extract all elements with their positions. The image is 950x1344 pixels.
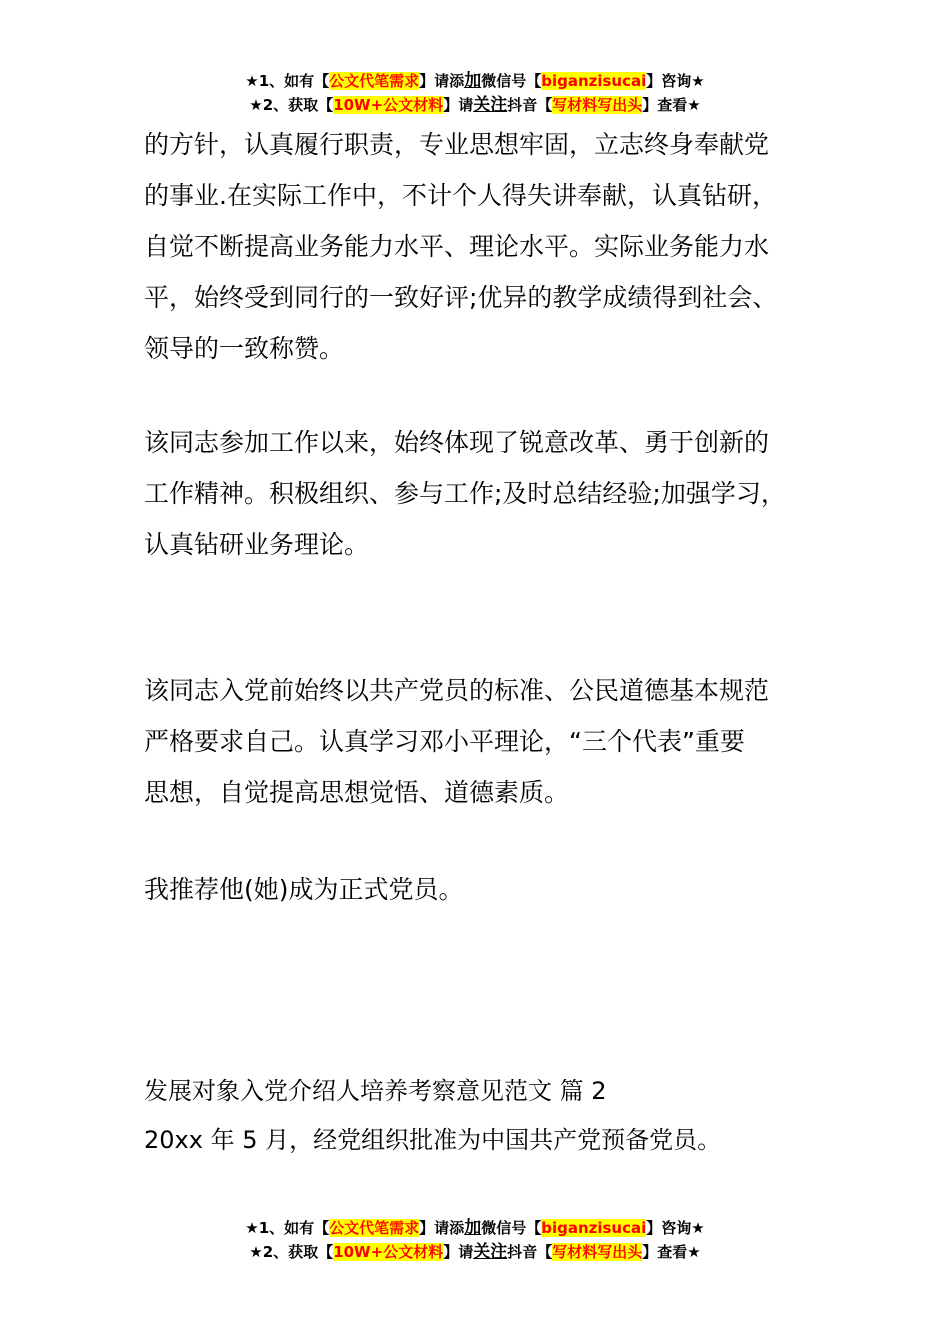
paragraph-line: 严格要求自己。认真学习邓小平理论，“三个代表”重要 — [144, 727, 745, 756]
banner-2-mid2: 抖音【 — [507, 1243, 553, 1261]
banner-1-highlight-service: 公文代笔需求 — [329, 72, 420, 90]
paragraph-line: 自觉不断提高业务能力水平、理论水平。实际业务能力水 — [144, 232, 770, 261]
banner-1-mid1: 】请添 — [419, 72, 465, 90]
banner-2-prefix: ★2、获取【 — [249, 1243, 334, 1261]
banner-2-mid1: 】请 — [443, 96, 474, 114]
section-first-line: 20xx 年 5 月，经党组织批准为中国共产党预备党员。 — [144, 1126, 722, 1154]
footer-banner — [0, 1216, 950, 1264]
banner-2-highlight-materials: 10W+公文材料 — [333, 1243, 444, 1261]
banner-1-emphasis: 加 — [464, 71, 482, 91]
paragraph-1 — [144, 119, 814, 374]
paragraph-2 — [144, 417, 814, 570]
paragraph-3 — [144, 665, 814, 818]
paragraph-line: 的方针，认真履行职责，专业思想牢固，立志终身奉献党 — [144, 130, 770, 159]
banner-2-suffix: 】查看★ — [642, 1243, 701, 1261]
banner-2-suffix: 】查看★ — [642, 96, 701, 114]
section-title: 发展对象入党介绍人培养考察意见范文 篇 2 — [144, 1077, 607, 1105]
banner-1-suffix: 】咨询★ — [646, 1219, 705, 1237]
banner-2-highlight-materials: 10W+公文材料 — [333, 96, 444, 114]
paragraph-line: 该同志参加工作以来，始终体现了锐意改革、勇于创新的 — [144, 428, 770, 457]
paragraph-line: 领导的一致称赞。 — [144, 334, 345, 363]
banner-1-mid1: 】请添 — [419, 1219, 465, 1237]
banner-line-2 — [0, 93, 950, 117]
paragraph-line: 思想，自觉提高思想觉悟、道德素质。 — [144, 778, 570, 807]
paragraph-line: 认真钻研业务理论。 — [144, 530, 370, 559]
banner-2-emphasis: 关注 — [473, 95, 508, 115]
paragraph-4 — [144, 864, 814, 915]
banner-1-mid2: 微信号【 — [481, 1219, 542, 1237]
banner-2-prefix: ★2、获取【 — [249, 96, 334, 114]
header-banner — [0, 69, 950, 117]
paragraph-line: 该同志入党前始终以共产党员的标准、公民道德基本规范 — [144, 676, 770, 705]
banner-1-prefix: ★1、如有【 — [245, 1219, 330, 1237]
banner-line-2 — [0, 1240, 950, 1264]
paragraph-line: 的事业.在实际工作中，不计个人得失讲奉献，认真钻研， — [144, 181, 777, 210]
paragraph-line: 工作精神。积极组织、参与工作;及时总结经验;加强学习， — [144, 479, 786, 508]
banner-2-mid1: 】请 — [443, 1243, 474, 1261]
banner-1-mid2: 微信号【 — [481, 72, 542, 90]
banner-line-1 — [0, 1216, 950, 1240]
banner-1-prefix: ★1、如有【 — [245, 72, 330, 90]
banner-2-mid2: 抖音【 — [507, 96, 553, 114]
banner-1-emphasis: 加 — [464, 1218, 482, 1238]
banner-2-highlight-douyin: 写材料写出头 — [552, 1243, 643, 1261]
banner-1-highlight-wechat: biganzisucai — [541, 1219, 647, 1237]
banner-1-suffix: 】咨询★ — [646, 72, 705, 90]
paragraph-line: 平，始终受到同行的一致好评;优异的教学成绩得到社会、 — [144, 283, 778, 312]
banner-2-highlight-douyin: 写材料写出头 — [552, 96, 643, 114]
banner-2-emphasis: 关注 — [473, 1242, 508, 1262]
banner-1-highlight-wechat: biganzisucai — [541, 72, 647, 90]
paragraph-line: 我推荐他(她)成为正式党员。 — [144, 875, 464, 904]
banner-line-1 — [0, 69, 950, 93]
banner-1-highlight-service: 公文代笔需求 — [329, 1219, 420, 1237]
